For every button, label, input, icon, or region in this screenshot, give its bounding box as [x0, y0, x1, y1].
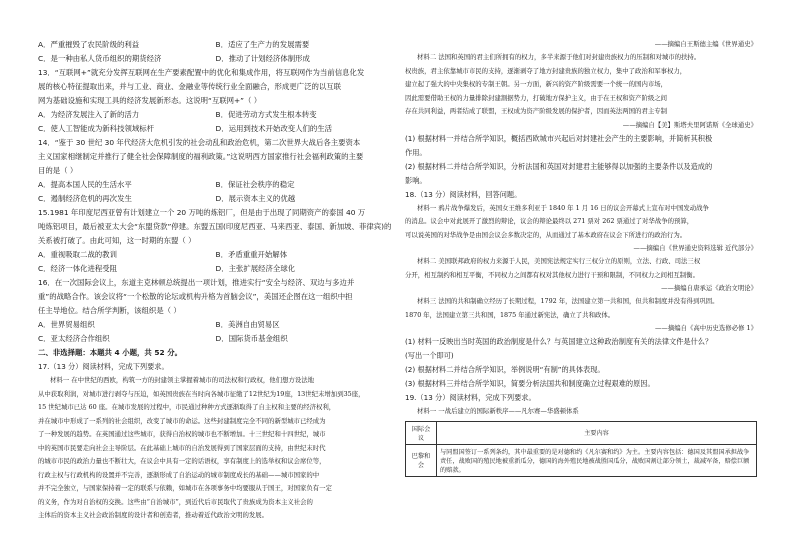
source-citation: ——摘编自唐承运《政治文明论》 — [661, 284, 757, 292]
question-15 — [38, 206, 393, 248]
material-line: 存在共同利益，两者结成了联盟，王权成为资产阶级发展的保护者，因而英法两国的君主专制 — [405, 107, 668, 115]
q12-options — [38, 38, 393, 66]
question-14 — [38, 136, 393, 178]
material-line: 了一种发展的趋势。在英国通过这些城市，获得自治权的城市也不断增加。十三世纪和十四世纪，城市 — [38, 430, 326, 438]
q14-line: 14．“鉴于 30 世纪 30 年代经济大危机引发的社会动乱和政治危机，第二次世界大战后各主要资本 — [38, 138, 361, 147]
option-c: C．经济一体化进程受阻 — [38, 264, 118, 273]
material-line: 主体后的资本主义社会政治制度的设计者和创造者，推动着近代政治文明的发展。 — [38, 511, 269, 519]
option-d: D．国际货币基金组织 — [215, 334, 288, 343]
material-line: 分开，相互制约和相互平衡，不同权力之间都有权对其他权力进行干预和限制，不同权力之间相互制衡。 — [405, 270, 699, 279]
q18-subquestion-1: (1) 材料一反映出当时英国的政治制度是什么？与英国建立这种政治制度有关的法律文件是什么？ — [405, 337, 713, 346]
question-18-heading: 18.（13 分）阅读材料，回答问题。 — [405, 189, 522, 199]
material-line: 材料一 鸦片战争爆发后，英国女王维多利亚于 1840 年 1 月 16 日的议会开幕式上宣布对中国发动战争 — [417, 203, 709, 212]
table-cell: 与同盟国签订一系列条约，其中最重要的是对德和约《凡尔赛和约》为主。主要内容包括：德国及其盟国承担战争责任，战败国的殖民地被重新瓜分，德国的海外殖民地被战胜国瓜分，战败国割让部分领土，裁减军备，赔偿巨额的赔款。 — [437, 444, 757, 476]
q15-line: 关系被打破了。由此可知，这一时期的东盟（ ） — [38, 236, 196, 245]
option-b: B．保证社会秩序的稳定 — [215, 180, 295, 189]
left-column — [38, 38, 393, 523]
material-line: 因此需要借助王权的力量排除封建割据势力，打破地方保护主义，由于在王权和资产阶级之间 — [405, 93, 668, 102]
material-line: 行政主权与行政机构的设置并不完善，逐渐形成了自治运动的城市制度成长的基础——城市国家的中 — [38, 470, 320, 479]
option-c: C．亚太经济合作组织 — [38, 334, 110, 343]
table-header-row — [406, 421, 757, 444]
option-c: C．遏制经济危机的再次发生 — [38, 194, 132, 203]
material-line: 可以说英国的对华战争是由国会议会多数决定的，从而通过了基本政府在议会下所进行的政治行为。 — [405, 230, 687, 239]
table-cell: 巴黎和会 — [406, 444, 437, 476]
material-line: 材料二 美国联邦政府的权力来源于人民，美国宪法规定实行三权分立的原则，立法、行政、司法三权 — [417, 257, 701, 265]
material-line: 材料一 在中世纪的西欧，构筑一方的封建领主掌握着城市的司法权和行政权，他们想方设法地 — [50, 376, 315, 384]
table-header-cell: 主要内容 — [437, 421, 757, 444]
q15-line: 吨炼铝项目，最后被亚太大会“东盟贷款”停建。东盟五国(印度尼西亚、马来西亚、泰国、新加坡、菲律宾)的 — [38, 222, 392, 231]
material-line: 的义务，作为对自治权的交换。这些由“自治城市”，到近代后市民取代了贵族成为资本主义社会的 — [38, 497, 313, 506]
option-a: A．世界贸易组织 — [38, 320, 95, 329]
material-line: 的城市市民的政治力量也不断壮大，在议会中具有一定的话语权，享有制度上的选举权和议会席位等， — [38, 457, 326, 465]
option-b: B．矛盾重重开始解体 — [215, 250, 288, 259]
q15-line: 15.1981 年印度尼西亚曾有计划建立一个 20 万吨的炼铝厂，但是由于出现了同期资产的泰国 40 万 — [38, 208, 366, 217]
option-a: A．为经济发展注入了新的活力 — [38, 110, 140, 119]
q19-material-1: 材料一 一战后建立的国际新秩序——凡尔赛—华盛顿体系 — [417, 407, 579, 415]
q17-subquestion-1: (1) 根据材料一并结合所学知识，概括西欧城市兴起后对封建社会产生的主要影响，并简析其积极 — [405, 133, 713, 143]
material-line: 并在城市中形成了一系列的社会组织，改变了城市的命运。这些封建制度完全不同的新型城市已经成为 — [38, 416, 326, 425]
q17-material-1 — [38, 374, 393, 523]
table-row — [406, 444, 757, 476]
question-16 — [38, 276, 393, 318]
right-column — [405, 38, 757, 477]
table-header-cell: 国际会议 — [406, 421, 437, 444]
q18-material-3 — [405, 295, 757, 322]
material-line: 权贵族，君主依靠城市市民的支持，逐渐剥夺了地方封建贵族的独立权力，集中了政治和军事权力， — [405, 66, 687, 75]
material-line: 并不完全独立，与国家保持着一定的联系与依赖，如城市在各项事务中均要服从于国王，对国家负有一定 — [38, 484, 332, 492]
material-line: 材料三 法国的共和制确立经历了长期过程，1792 年，法国建立第一共和国，但共和制度并没有得到巩固。 — [417, 297, 719, 305]
option-b: B．促进劳动方式发生根本转变 — [215, 110, 317, 119]
material-line: 15 世纪城市已达 60 座。在城市发展的过程中，市民通过种种方式逐渐取得了自主权和主要的经济权利， — [38, 403, 336, 411]
option-a: A．严重摧毁了农民阶级的利益 — [38, 40, 140, 49]
q13-options — [38, 108, 393, 136]
q17-subquestion-2: (2) 根据材料二并结合所学知识，分析法国和英国对封建君主能够得以加强的主要条件以及造成的 — [405, 161, 713, 171]
option-d: D．运用到技术开始改变人们的生活 — [215, 124, 333, 133]
q13-line: 网为基础设施和实现工具的经济发展新形态。这说明“互联网+”（ ） — [38, 96, 262, 105]
source-citation: ——摘编自王斯德主编《世界通史》 — [654, 40, 757, 48]
option-b: B．美洲自由贸易区 — [215, 320, 280, 329]
material-line: 1870 年，法国建立第三共和国，1875 年通过新宪法，确立了共和政体。 — [405, 310, 615, 319]
option-c: C．使人工智能成为新科技领域标杆 — [38, 124, 155, 133]
source-citation: ——摘编自《高中历史选修必修 1》 — [655, 324, 757, 332]
q14-options — [38, 178, 393, 206]
option-d: D．主张扩展经济全球化 — [215, 264, 296, 273]
section-heading: 二、非选择题：本题共 4 小题，共 52 分。 — [38, 348, 182, 357]
source-citation: ——摘编自《世界通史资料选辑 近代部分》 — [633, 244, 757, 252]
q13-line: 展的核心特征提取出来，并与工业、商业、金融业等传统行业全面融合，形成更广泛的以互联 — [38, 82, 342, 91]
source-citation: ——摘编自【美】斯塔夫里阿诺斯《全球通史》 — [622, 120, 757, 129]
option-b: B．适应了生产力的发展需要 — [215, 40, 310, 49]
q17-subquestion-2-cont: 影响。 — [405, 175, 427, 185]
question-19-heading: 19.（13 分）阅读材料，完成下列要求。 — [405, 393, 536, 402]
material-line: 材料二 法国和英国的君主们所拥有的权力，多半来源于他们对封建贵族权力的压制和对城市的扶持。 — [417, 53, 701, 61]
question-17-heading: 17.（13 分）阅读材料，完成下列要求。 — [38, 362, 169, 371]
q18-material-2 — [405, 255, 757, 282]
q14-line: 主义国家相继制定并推行了健全社会保障制度的福利政策。”这说明西方国家推行社会福利政策的主要 — [38, 152, 364, 161]
q16-line: 16．在一次国际会议上，东道主克林顿总统提出一项计划，推进实行“安全与经济、双边与多边并 — [38, 278, 355, 287]
material-line: 的消息。议会中对此展开了激烈的辩论，议会的辩论最终以 271 票对 262 票通过了对华战争的预算， — [405, 217, 694, 225]
material-line: 从中获取利润，对城市进行剥夺与压迫，如英国贵族在当时向各城市征缴了12世纪为19座，13世纪末增加到35座， — [38, 389, 365, 398]
q16-line: 任主导地位。结合所学判断，该组织是（ ） — [38, 306, 181, 315]
q17-material-2 — [405, 51, 757, 119]
material-line: 建立起了强大的中央集权的专制王朝。另一方面，新兴的资产阶级需要一个统一的国内市场， — [405, 80, 668, 88]
q18-subquestion-3: (3) 根据材料三并结合所学知识，简要分析法国共和制度确立过程艰难的原因。 — [405, 379, 655, 388]
q16-options — [38, 318, 393, 346]
treaty-table — [405, 421, 757, 477]
option-d: D．推动了计划经济体制形成 — [215, 54, 310, 63]
material-line: 中的英国市民要走向社会主导阶层。在此基础上城市的自治发展得到了国家层面的支持，由世纪末时代 — [38, 443, 326, 452]
q13-line: 13．“互联网+”就充分发挥互联网在生产要素配置中的优化和集成作用，将互联网作为当前信息化发 — [38, 68, 365, 77]
option-a: A．提高本国人民的生活水平 — [38, 180, 132, 189]
q14-line: 目的是（ ） — [38, 166, 78, 175]
option-c: C．是一种由私人货币组织的期货经济 — [38, 54, 162, 63]
q17-subquestion-1-cont: 作用。 — [405, 147, 427, 157]
q18-subquestion-1-cont: (写出一个即可) — [405, 351, 454, 360]
option-d: D．展示资本主义的优越 — [215, 194, 296, 203]
q18-material-1 — [405, 202, 757, 243]
q15-options — [38, 248, 393, 276]
q18-subquestion-2: (2) 根据材料二并结合所学知识，举例说明“有制”的具体表现。 — [405, 365, 605, 374]
option-a: A．重视吸取二战的教训 — [38, 250, 117, 259]
q16-line: 重”的战略合作。该会议将“一个松散的论坛或机构升格为首脑会议”，美国还企图在这一组织中担 — [38, 292, 353, 301]
question-13 — [38, 66, 393, 108]
